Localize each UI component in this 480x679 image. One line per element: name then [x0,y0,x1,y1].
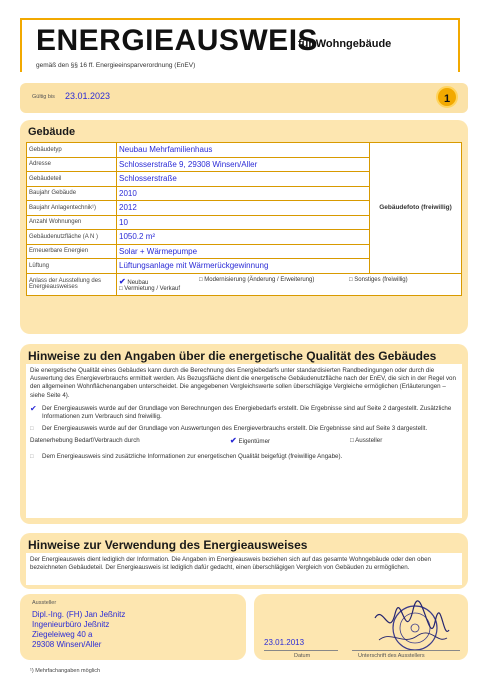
issuer-address [32,610,125,650]
row-value: Schlosserstraße 9, 29308 Winsen/Aller [117,157,370,172]
data-collection-label: Datenerhebung Bedarf/Verbrauch durch [30,437,140,445]
document-header [20,18,460,72]
occasion-option-label: Modernisierung (Änderung / Erweiterung) [204,276,315,283]
document-title: ENERGIEAUSWEIS [36,24,319,57]
row-value: 1050.2 m² [117,230,370,245]
row-label: Baujahr Anlagentechnik¹) [27,201,117,216]
row-label: Baujahr Gebäude [27,186,117,201]
page-number-badge: 1 [436,86,458,108]
issuer-label: Aussteller [32,600,57,606]
basis-consumption-text: Der Energieausweis wurde auf der Grundlage von Auswertungen des Energieverbrauchs erstellt. Die Ergebnisse sind auf Seite 3 dargestellt. [42,425,428,433]
stamp-and-signature-icon [369,600,451,660]
data-collection-issuer[interactable] [350,437,382,446]
date-line [264,650,338,651]
quality-notes-title: Hinweise zu den Angaben über die energetische Qualität des Gebäudes [28,349,437,363]
row-value: Lüftungsanlage mit Wärmerückgewinnung [117,259,370,274]
legal-basis: gemäß den §§ 16 ff. Energieeinsparverordnung (EnEV) [36,62,196,69]
issuer-line: Dipl.-Ing. (FH) Jan Jeßnitz [32,610,126,619]
building-photo-placeholder: Gebäudefoto (freiwillig) [370,143,462,274]
occasion-option-label: Sonstiges (freiwillig) [354,276,408,283]
usage-notes-section [20,533,468,589]
checkbox-empty-icon: □ [119,285,123,292]
occasion-option-label: Neubau [127,279,149,286]
row-label: Gebäudetyp [27,143,117,158]
checkbox-checked-icon: ✔ [30,403,37,413]
occasion-option-label: Vermietung / Verkauf [124,285,180,292]
occasion-options [117,273,462,295]
checkbox-empty-icon: □ [30,426,34,433]
checkbox-empty-icon: □ [30,453,34,460]
occasion-option[interactable] [199,277,349,286]
quality-notes-box [26,364,462,518]
row-value: Neubau Mehrfamilienhaus [117,143,370,158]
occasion-option[interactable] [119,286,199,292]
occasion-label: Anlass der Ausstellung des Energieausweises [27,273,117,295]
basis-demand-item[interactable] [30,405,458,421]
signature-line [352,650,460,651]
footnote: ¹) Mehrfachangaben möglich [30,668,101,674]
checkbox-checked-icon: ✔ [230,436,237,446]
table-row-occasion [27,273,462,295]
issuer-line: Ingenieurbüro Jeßnitz [32,620,110,629]
checkbox-empty-icon: □ [350,437,354,445]
row-label: Adresse [27,157,117,172]
row-label: Lüftung [27,259,117,274]
building-section-title: Gebäude [28,126,76,138]
issuer-line: 29308 Winsen/Aller [32,640,102,649]
validity-bar [20,83,468,113]
issuer-option-label: Aussteller [355,437,383,445]
date-caption: Datum [294,653,311,659]
quality-notes-section [20,344,468,524]
checkbox-empty-icon: □ [199,276,203,283]
row-value: 2012 [117,201,370,216]
row-label: Gebäudenutzfläche (A N ) [27,230,117,245]
basis-demand-text: Der Energieausweis wurde auf der Grundlage von Berechnungen des Energiebedarfs erstellt. Die Ergebnisse sind auf Seite 2 dargestellt. Zusätzliche Informationen zum Verbrauch sind freiwillig. [42,404,452,421]
row-value: Schlosserstraße [117,172,370,187]
row-value: 10 [117,215,370,230]
owner-label: Eigentümer [238,438,271,446]
issuer-box [20,594,246,660]
signature-date: 23.01.2013 [264,638,305,647]
signature-box [254,594,468,660]
row-label: Erneuerbare Energien [27,244,117,259]
additional-info-item[interactable] [30,453,458,461]
building-section [20,120,468,334]
row-value: Solar + Wärmepumpe [117,244,370,259]
valid-until-date: 23.01.2023 [65,91,111,101]
basis-consumption-item[interactable] [30,425,458,433]
row-value: 2010 [117,186,370,201]
table-row [27,143,462,158]
building-table [26,142,462,296]
row-label: Gebäudeteil [27,172,117,187]
quality-notes-intro: Die energetische Qualität eines Gebäudes kann durch die Berechnung des Energiebedarfs unter standardisierten Randbedingungen oder durch die Auswertung des Energieverbrauchs ermittelt werden. Als Bezugsfläche dient die energetische Gebäudenutzfläche nach der EnEV, die sich in der Regel von den allgemeinen Wohnflächenangaben unterscheidet. Die angegebenen Vergleichswerte sollen überschlägige Vergleiche ermöglichen (Erläuterungen – siehe Seite 4). [30,367,456,399]
occasion-option[interactable] [119,277,199,286]
data-collection-owner[interactable] [230,437,350,446]
checkbox-checked-icon: ✔ [119,276,126,286]
additional-info-text: Dem Energieausweis sind zusätzliche Informationen zur energetischen Qualität beigefügt (freiwillige Angabe). [42,452,343,460]
issuer-line: Ziegeleiweg 40 a [32,630,93,639]
occasion-option[interactable] [349,277,459,286]
signature-caption: Unterschrift des Ausstellers [358,653,425,659]
data-collection-row [30,437,458,446]
checkbox-empty-icon: □ [349,276,353,283]
valid-until-label: Gültig bis [32,94,55,100]
usage-notes-title: Hinweise zur Verwendung des Energieausweises [28,538,308,552]
usage-notes-text: Der Energieausweis dient lediglich der Information. Die Angaben im Energieausweis beziehen sich auf das gesamte Wohngebäude oder den oben bezeichneten Gebäudeteil. Der Energieausweis ist lediglich dafür gedacht, einen überschlägigen Vergleich von Gebäuden zu ermöglichen. [26,553,462,585]
document-subtitle: für Wohngebäude [298,38,392,50]
row-label: Anzahl Wohnungen [27,215,117,230]
